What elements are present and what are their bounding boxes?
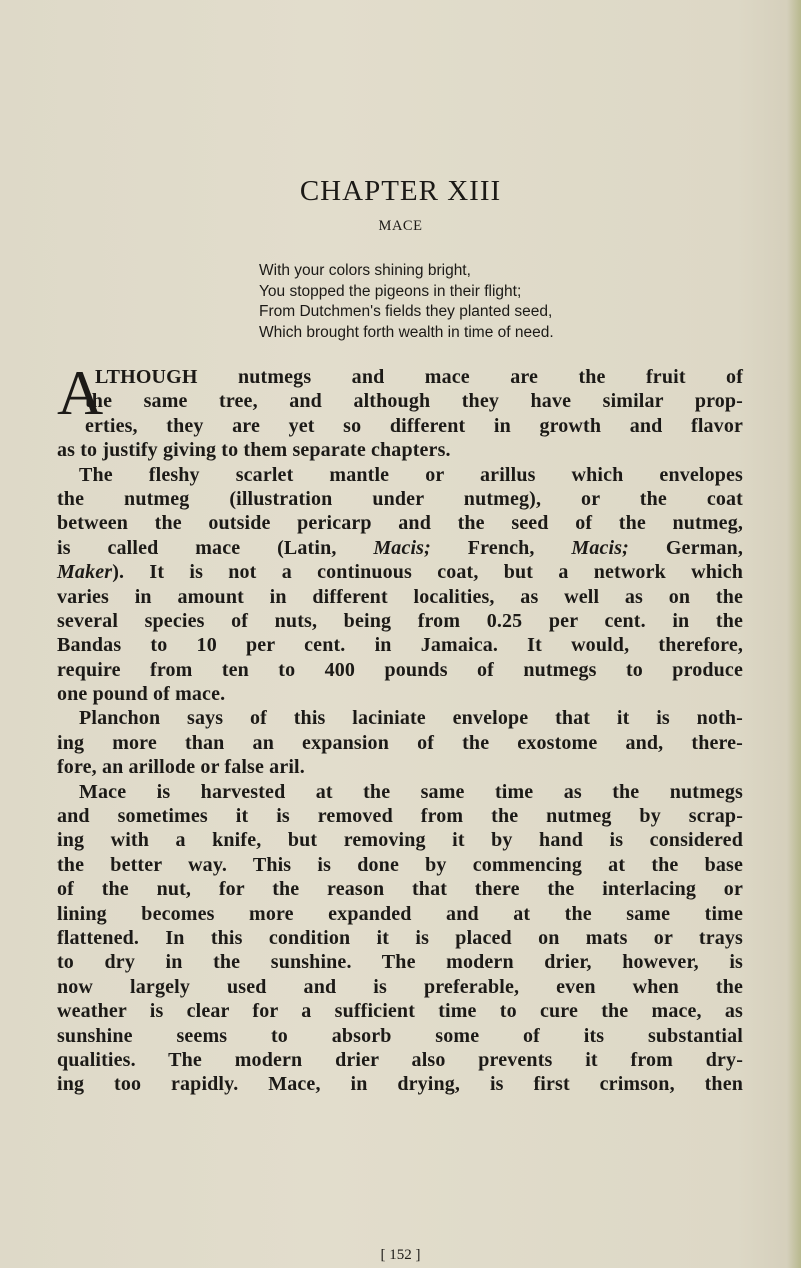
text-line: of the nut, for the reason that there the interlacing or [57, 878, 743, 901]
text-line: between the outside pericarp and the seed of the nutmeg, [57, 512, 743, 535]
verse-line: You stopped the pigeons in their flight; [259, 282, 522, 300]
text-line: and sometimes it is removed from the nutmeg by scrap- [57, 805, 743, 828]
text-line-mixed [57, 536, 743, 560]
text-line: ing with a knife, but removing it by hand is considered [57, 829, 743, 852]
text-line: the nutmeg (illustration under nutmeg), or the coat [57, 487, 743, 510]
text-span: German, [628, 536, 743, 559]
page-number: [ 152 ] [380, 1247, 421, 1263]
text-line: qualities. The modern drier also prevents it from dry- [57, 1048, 743, 1071]
text-line: Bandas to 10 per cent. in Jamaica. It would, therefore, [57, 634, 743, 657]
text-line: several species of nuts, being from 0.25 per cent. in the [57, 609, 743, 632]
text-line: one pound of mace. [57, 683, 226, 706]
text-line: to dry in the sunshine. The modern drier, however, is [57, 951, 743, 974]
chapter-subtitle: MACE [378, 218, 423, 234]
text-line: require from ten to 400 pounds of nutmegs to produce [57, 658, 743, 681]
text-span: French, [430, 536, 572, 559]
text-line: the better way. This is done by commencing at the base [57, 853, 743, 876]
text-line: The fleshy scarlet mantle or arillus which envelopes [79, 463, 743, 486]
text-span: is called mace (Latin, [57, 536, 374, 559]
epigraph-verse [259, 261, 554, 344]
text-line: flattened. In this condition it is placed on mats or trays [57, 926, 743, 949]
text-line: now largely used and is preferable, even when the [57, 975, 743, 998]
text-line: fore, an arillode or false aril. [57, 756, 305, 779]
body-text [57, 357, 743, 1097]
text-line: lining becomes more expanded and at the same time [57, 902, 743, 925]
text-line: varies in amount in different localities, as well as on the [57, 585, 743, 608]
text-line-mixed [57, 560, 743, 584]
text-line: ing too rapidly. Mace, in drying, is first crimson, then [57, 1073, 743, 1096]
text-line: weather is clear for a sufficient time to cure the mace, as [57, 1000, 743, 1023]
chapter-title: CHAPTER XIII [299, 175, 502, 207]
text-span: ). It is not a continuous coat, but a network which [112, 561, 743, 584]
text-line: sunshine seems to absorb some of its substantial [57, 1024, 743, 1047]
text-line: erties, they are yet so different in growth and flavor [85, 414, 743, 437]
verse-line: Which brought forth wealth in time of need. [259, 324, 554, 342]
verse-line: With your colors shining bright, [259, 262, 471, 279]
italic-term: Maker [57, 561, 113, 584]
text-line: Mace is harvested at the same time as the nutmegs [79, 780, 743, 803]
text-line: LTHOUGH nutmegs and mace are the fruit of [95, 366, 743, 388]
drop-cap: A [57, 357, 104, 428]
text-line: the same tree, and although they have similar prop- [85, 390, 743, 413]
verse-line: From Dutchmen's fields they planted seed, [259, 303, 553, 321]
text-line: ing more than an expansion of the exostome and, there- [57, 731, 743, 754]
italic-term: Macis; [571, 536, 629, 559]
italic-term: Macis; [373, 536, 431, 559]
text-line: as to justify giving to them separate chapters. [57, 439, 451, 462]
text-line: Planchon says of this laciniate envelope that it is noth- [79, 707, 743, 730]
